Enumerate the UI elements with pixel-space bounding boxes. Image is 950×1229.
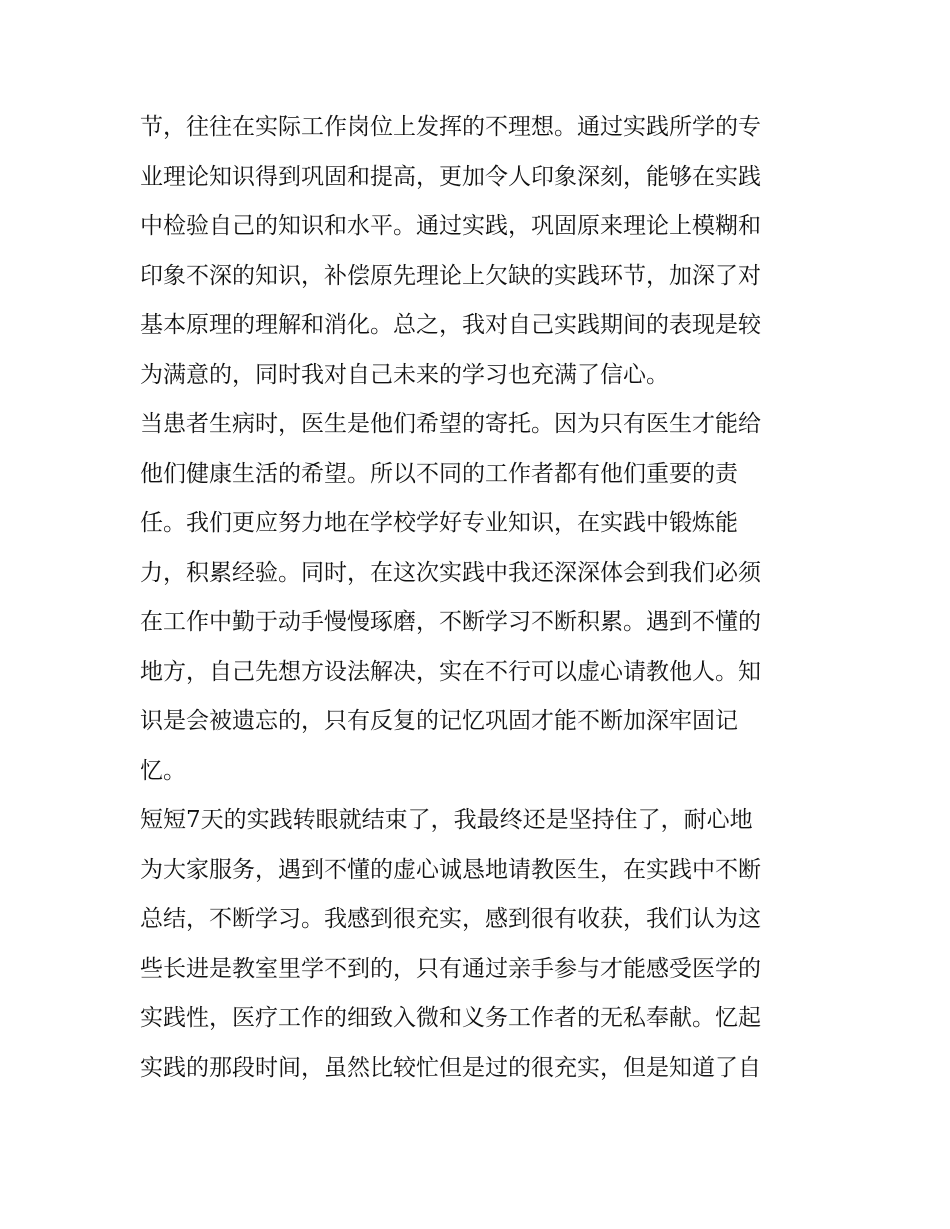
text-line: 业理论知识得到巩固和提高，更加令人印象深刻，能够在实践 xyxy=(140,163,761,190)
document-page xyxy=(140,103,820,1093)
text-line: 印象不深的知识，补偿原先理论上欠缺的实践环节，加深了对 xyxy=(140,262,761,289)
text-line: 短短7天的实践转眼就结束了，我最终还是坚持住了，耐心地 xyxy=(140,807,753,833)
text-line: 些长进是教室里学不到的，只有通过亲手参与才能感受医学的 xyxy=(140,955,761,982)
text-line: 识是会被遗忘的，只有反复的记忆巩固才能不断加深牢固记 xyxy=(140,708,738,734)
text-line: 为大家服务，遇到不懂的虚心诚恳地请教医生，在实践中不断 xyxy=(140,856,761,883)
text-line: 实践的那段时间，虽然比较忙但是过的很充实，但是知道了自 xyxy=(140,1054,761,1081)
text-line: 中检验自己的知识和水平。通过实践，巩固原来理论上模糊和 xyxy=(140,213,761,239)
text-line: 总结，不断学习。我感到很充实，感到很有收获，我们认为这 xyxy=(140,906,761,932)
text-line: 他们健康生活的希望。所以不同的工作者都有他们重要的责 xyxy=(140,460,738,487)
text-line: 节，往往在实际工作岗位上发挥的不理想。通过实践所学的专 xyxy=(140,114,761,140)
text-line: 地方，自己先想方设法解决，实在不行可以虚心请教他人。知 xyxy=(140,658,761,685)
text-line: 为满意的，同时我对自己未来的学习也充满了信心。 xyxy=(140,361,669,388)
text-line: 基本原理的理解和消化。总之，我对自己实践期间的表现是较 xyxy=(140,312,761,338)
text-line: 力，积累经验。同时，在这次实践中我还深深体会到我们必须 xyxy=(140,559,761,586)
text-line: 在工作中勤于动手慢慢琢磨，不断学习不断积累。遇到不懂的 xyxy=(140,609,761,635)
text-line: 当患者生病时，医生是他们希望的寄托。因为只有医生才能给 xyxy=(140,411,761,437)
text-line: 实践性，医疗工作的细致入微和义务工作者的无私奉献。忆起 xyxy=(140,1005,761,1031)
text-line: 任。我们更应努力地在学校学好专业知识，在实践中锻炼能 xyxy=(140,510,738,536)
text-line: 忆。 xyxy=(140,757,186,784)
